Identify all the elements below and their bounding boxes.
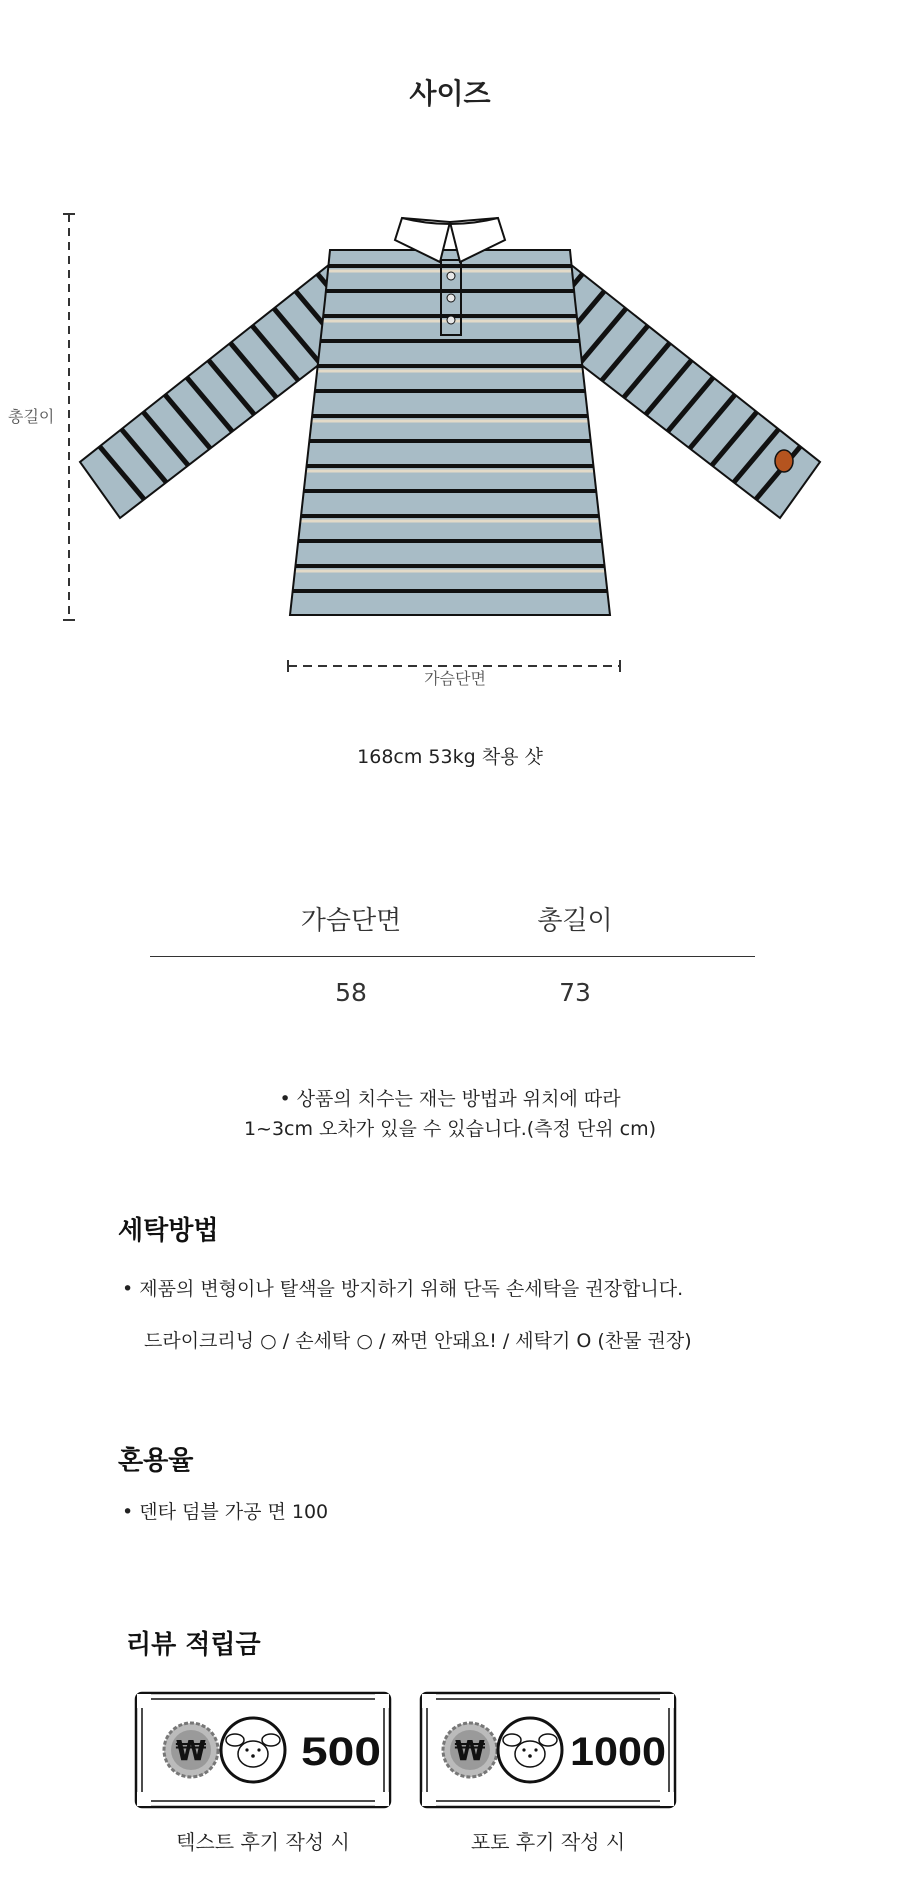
wearing-note: 168cm 53kg 착용 샷 xyxy=(357,746,543,768)
coupon-caption-photo: 포토 후기 작성 시 xyxy=(470,1830,626,1854)
blend-composition: • 덴타 덤블 가공 면 100 xyxy=(122,1501,329,1523)
coupon-amount: 1000 xyxy=(570,1730,666,1774)
length-dimension-line xyxy=(63,214,75,620)
won-coin-icon xyxy=(164,1723,218,1777)
measure-note xyxy=(0,1084,900,1144)
text-review-coupon xyxy=(133,1690,393,1810)
chest-label: 가슴단면 xyxy=(424,669,486,688)
coin-symbol: ₩ xyxy=(454,1734,486,1767)
coupon-amount: 500 xyxy=(301,1730,381,1774)
measure-note-line: 1~3cm 오차가 있을 수 있습니다.(측정 단위 cm) xyxy=(243,1118,657,1140)
photo-review-coupon xyxy=(418,1690,678,1810)
button-icon xyxy=(447,294,455,302)
laundry-title: 세탁방법 xyxy=(118,1216,219,1246)
page-title: 사이즈 xyxy=(409,77,491,110)
button-icon xyxy=(447,272,455,280)
won-coin-icon xyxy=(443,1723,497,1777)
laundry-instruction: • 제품의 변형이나 탈색을 방지하기 위해 단독 손세탁을 권장합니다. xyxy=(122,1278,684,1300)
blend-title: 혼용율 xyxy=(118,1446,194,1476)
length-label: 총길이 xyxy=(8,407,55,426)
laundry-options: 드라이크리닝 ○ / 손세탁 ○ / 짜면 안돼요! / 세탁기 O (찬물 권장) xyxy=(144,1330,692,1352)
button-icon xyxy=(447,316,455,324)
coupon-caption-text: 텍스트 후기 작성 시 xyxy=(176,1830,350,1854)
garment-size-diagram xyxy=(0,200,900,690)
coin-symbol: ₩ xyxy=(175,1734,207,1767)
shirt-body xyxy=(280,250,620,615)
sleeve-badge-icon xyxy=(775,450,793,472)
table-value-length: 73 xyxy=(559,978,591,1007)
review-title: 리뷰 적립금 xyxy=(126,1630,261,1660)
dog-face-icon xyxy=(221,1718,285,1782)
table-header-length: 총길이 xyxy=(537,906,613,936)
table-divider xyxy=(150,956,755,957)
measure-note-line: • 상품의 치수는 재는 방법과 위치에 따라 xyxy=(279,1088,621,1110)
dog-face-icon xyxy=(498,1718,562,1782)
table-header-chest: 가슴단면 xyxy=(300,906,402,936)
table-value-chest: 58 xyxy=(335,978,367,1007)
